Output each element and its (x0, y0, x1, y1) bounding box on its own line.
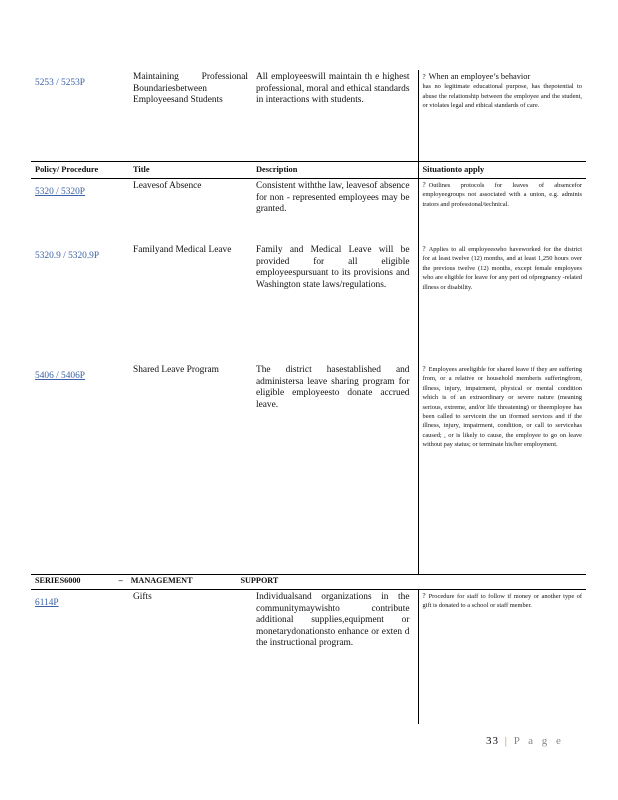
procedure-link[interactable]: 5253P (61, 78, 86, 88)
policy-cell (31, 243, 129, 363)
procedure-link[interactable]: 5406P (61, 371, 86, 381)
policy-cell (31, 179, 129, 244)
table-header-row (31, 162, 586, 179)
policy-link[interactable]: 5406 (35, 371, 54, 381)
title-cell: Leavesof Absence (133, 181, 202, 191)
title-cell: Familyand Medical Leave (133, 245, 232, 255)
description-cell: Consistent withthe law, leavesof absence for non - represented employees may be granted. (256, 181, 410, 215)
description-cell: Family and Medical Leave will be provided for all eligible employeespursuant to its provisions and Washington state laws/regulations. (256, 245, 410, 290)
link-separator: / (60, 251, 69, 261)
bullet-icon: ? (422, 592, 426, 600)
policy-link[interactable]: 5320 (35, 187, 54, 197)
situation-cell (418, 179, 586, 244)
policy-cell (31, 590, 129, 725)
link-separator: / (53, 78, 62, 88)
footer-divider: | (504, 735, 508, 747)
procedure-link[interactable]: 5320.9P (68, 251, 100, 261)
header-description: Description (252, 162, 418, 179)
description-cell: All employeeswill maintain th e highest professional, moral and ethical standards in interactions with students. (256, 72, 410, 106)
link-separator: / (53, 371, 62, 381)
procedure-link[interactable]: 5320P (61, 187, 86, 197)
situation-text: Employees areeligible for shared leave if they are suffering from, or a relative or household memberis sufferingfrom, illness, injury, impairment, physical or mental condition which is of an extraordinary or severe nature (meaning serious, extreme, and/or life threatening) or theemployee has been called to servicein the un iformed services and if the illness, injury, impairment, condition, or call to servicehas caused; , or is likely to cause, the employee to go on leave without pay status; or terminate his/her employment. (422, 366, 582, 449)
situation-lead: When an employee’s behavior (428, 72, 531, 81)
title-cell: Maintaining Professional Boundariesbetween Employeesand Students (133, 72, 248, 106)
situation-text: Outlines protocols for leaves of absencefor employeegroups not associated with a union, e.g. adminis trators and professional/technical. (422, 182, 582, 208)
bullet-icon: ? (422, 245, 426, 253)
table-row (31, 70, 586, 162)
series-dash: – (118, 576, 123, 585)
situation-text: has no legitimate educational purpose, has thepotential to abuse the relationship between the employee and the student, or violates legal and ethical standards of care. (422, 83, 582, 110)
policy-link[interactable]: 5253 (35, 78, 54, 88)
bullet-icon: ? (422, 181, 426, 189)
table-row (31, 363, 586, 575)
policy-cell (31, 70, 129, 162)
series-header-row (31, 575, 586, 590)
bullet-icon: ? (422, 365, 426, 373)
policy-link[interactable]: 5320.9 (35, 251, 61, 261)
series-code: SERIES6000 (35, 576, 81, 585)
title-cell: Gifts (133, 592, 152, 602)
header-situation: Situationto apply (418, 162, 586, 179)
situation-cell (418, 363, 586, 575)
situation-cell (418, 70, 586, 162)
series-header (31, 575, 586, 590)
table-row (31, 243, 586, 363)
situation-text: Applies to all employeeswho haveworked for the district for at least twelve (12) months, and at least 1,250 hours over the previous twelve (12) months, except female employees who are eligible for leave for any peri od ofpregnancy -related illness or disability. (422, 246, 582, 291)
bullet-icon: ? (422, 73, 426, 81)
link-separator: / (53, 187, 62, 197)
procedure-link[interactable]: 6114P (35, 598, 59, 608)
situation-text: Procedure for staff to follow if money or another type of gift is donated to a school or staff member. (422, 593, 582, 610)
description-cell: Individualsand organizations in the communitymaywishto contribute additional supplies,equipment or monetarydonationsto enhance or exten d the instructional program. (256, 592, 410, 649)
policy-cell (31, 363, 129, 575)
table-row (31, 179, 586, 244)
policy-table (31, 70, 586, 724)
series-name-b: SUPPORT (240, 576, 279, 585)
situation-cell (418, 590, 586, 725)
header-title: Title (129, 162, 252, 179)
situation-cell (418, 243, 586, 363)
description-cell: The district hasestablished and administersa leave sharing program for eligible employeesto donate accrued leave. (256, 365, 410, 410)
page-footer (486, 735, 564, 747)
title-cell: Shared Leave Program (133, 365, 219, 375)
page-number: 33 (486, 735, 499, 747)
table-row (31, 590, 586, 725)
page-label: P a g e (513, 735, 564, 747)
header-policy: Policy/ Procedure (31, 162, 129, 179)
series-name-a: MANAGEMENT (130, 576, 193, 585)
